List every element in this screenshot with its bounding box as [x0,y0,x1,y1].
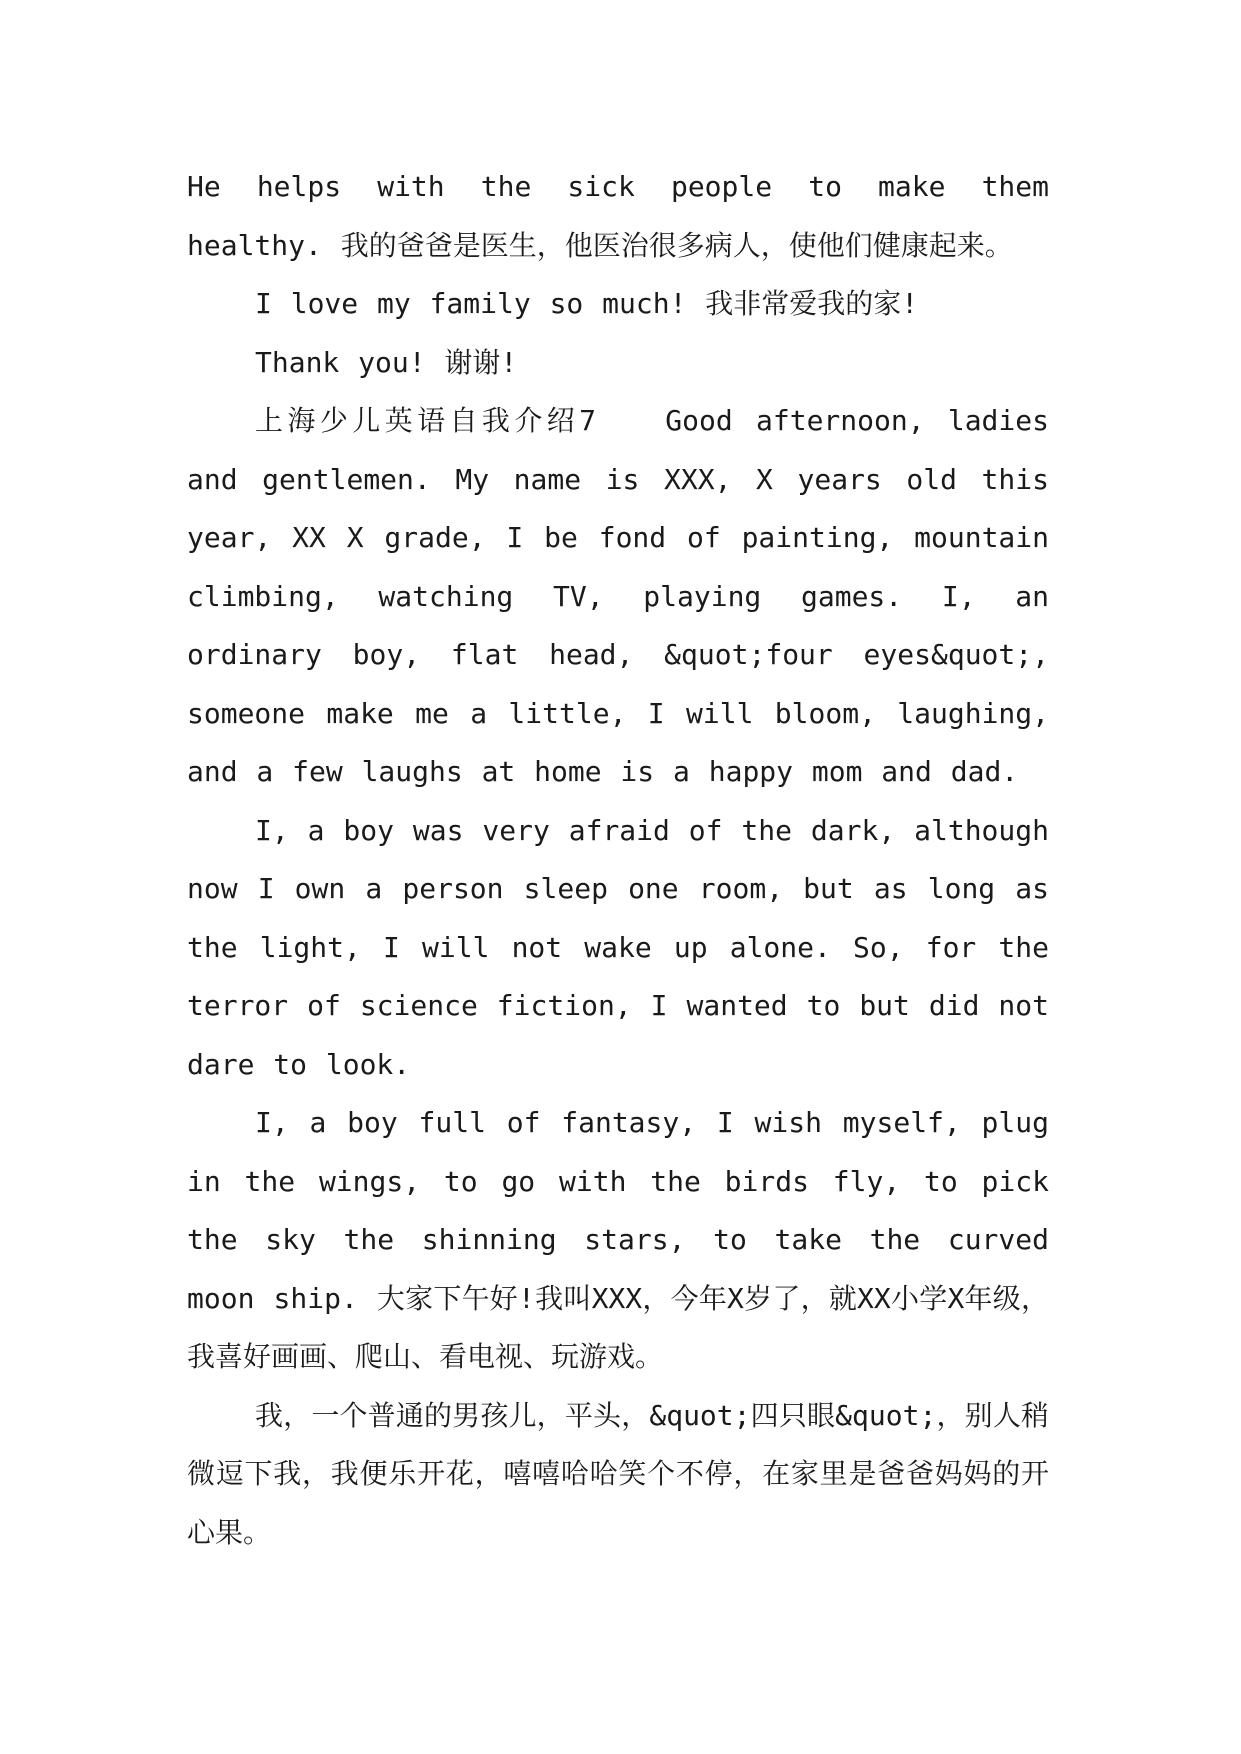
paragraph-thank-you: Thank you! 谢谢! [255,345,518,379]
paragraph-doctor-dad: He helps with the sick people to make them healthy. 我的爸爸是医生，他医治很多病人，使他们健康起来。 [187,170,1049,262]
paragraph-love-family: I love my family so much! 我非常爱我的家! [255,287,919,320]
document-body [187,158,1049,1562]
paragraph-self-introduction: 上海少儿英语自我介绍7 Good afternoon, ladies and gentlemen. My name is XXX, X years old this year, XX X grade, I be fond of painting, mountain climbing, watching TV, playing games. I, an ordinary boy, flat head, &quot;four eyes&quot;, someone make me a little, I will bloom, laughing, and a few laughs at home is a happy mom and dad. [187,404,1049,788]
paragraph-ordinary-boy: 我，一个普通的男孩儿，平头，&quot;四只眼&quot;，别人稍微逗下我，我便乐开花，嘻嘻哈哈笑个不停，在家里是爸爸妈妈的开心果。 [187,1398,1049,1549]
paragraph-fantasy: I, a boy full of fantasy, I wish myself, plug in the wings, to go with the birds fly, to pick the sky the shinning stars, to take the curved moon ship. 大家下午好!我叫XXX，今年X岁了，就XX小学X年级，我喜好画画、爬山、看电视、玩游戏。 [187,1106,1049,1373]
paragraph-afraid-of-dark: I, a boy was very afraid of the dark, although now I own a person sleep one room, but as long as the light, I will not wake up alone. So, for the terror of science fiction, I wanted to but did not dare to look. [187,813,1049,1081]
